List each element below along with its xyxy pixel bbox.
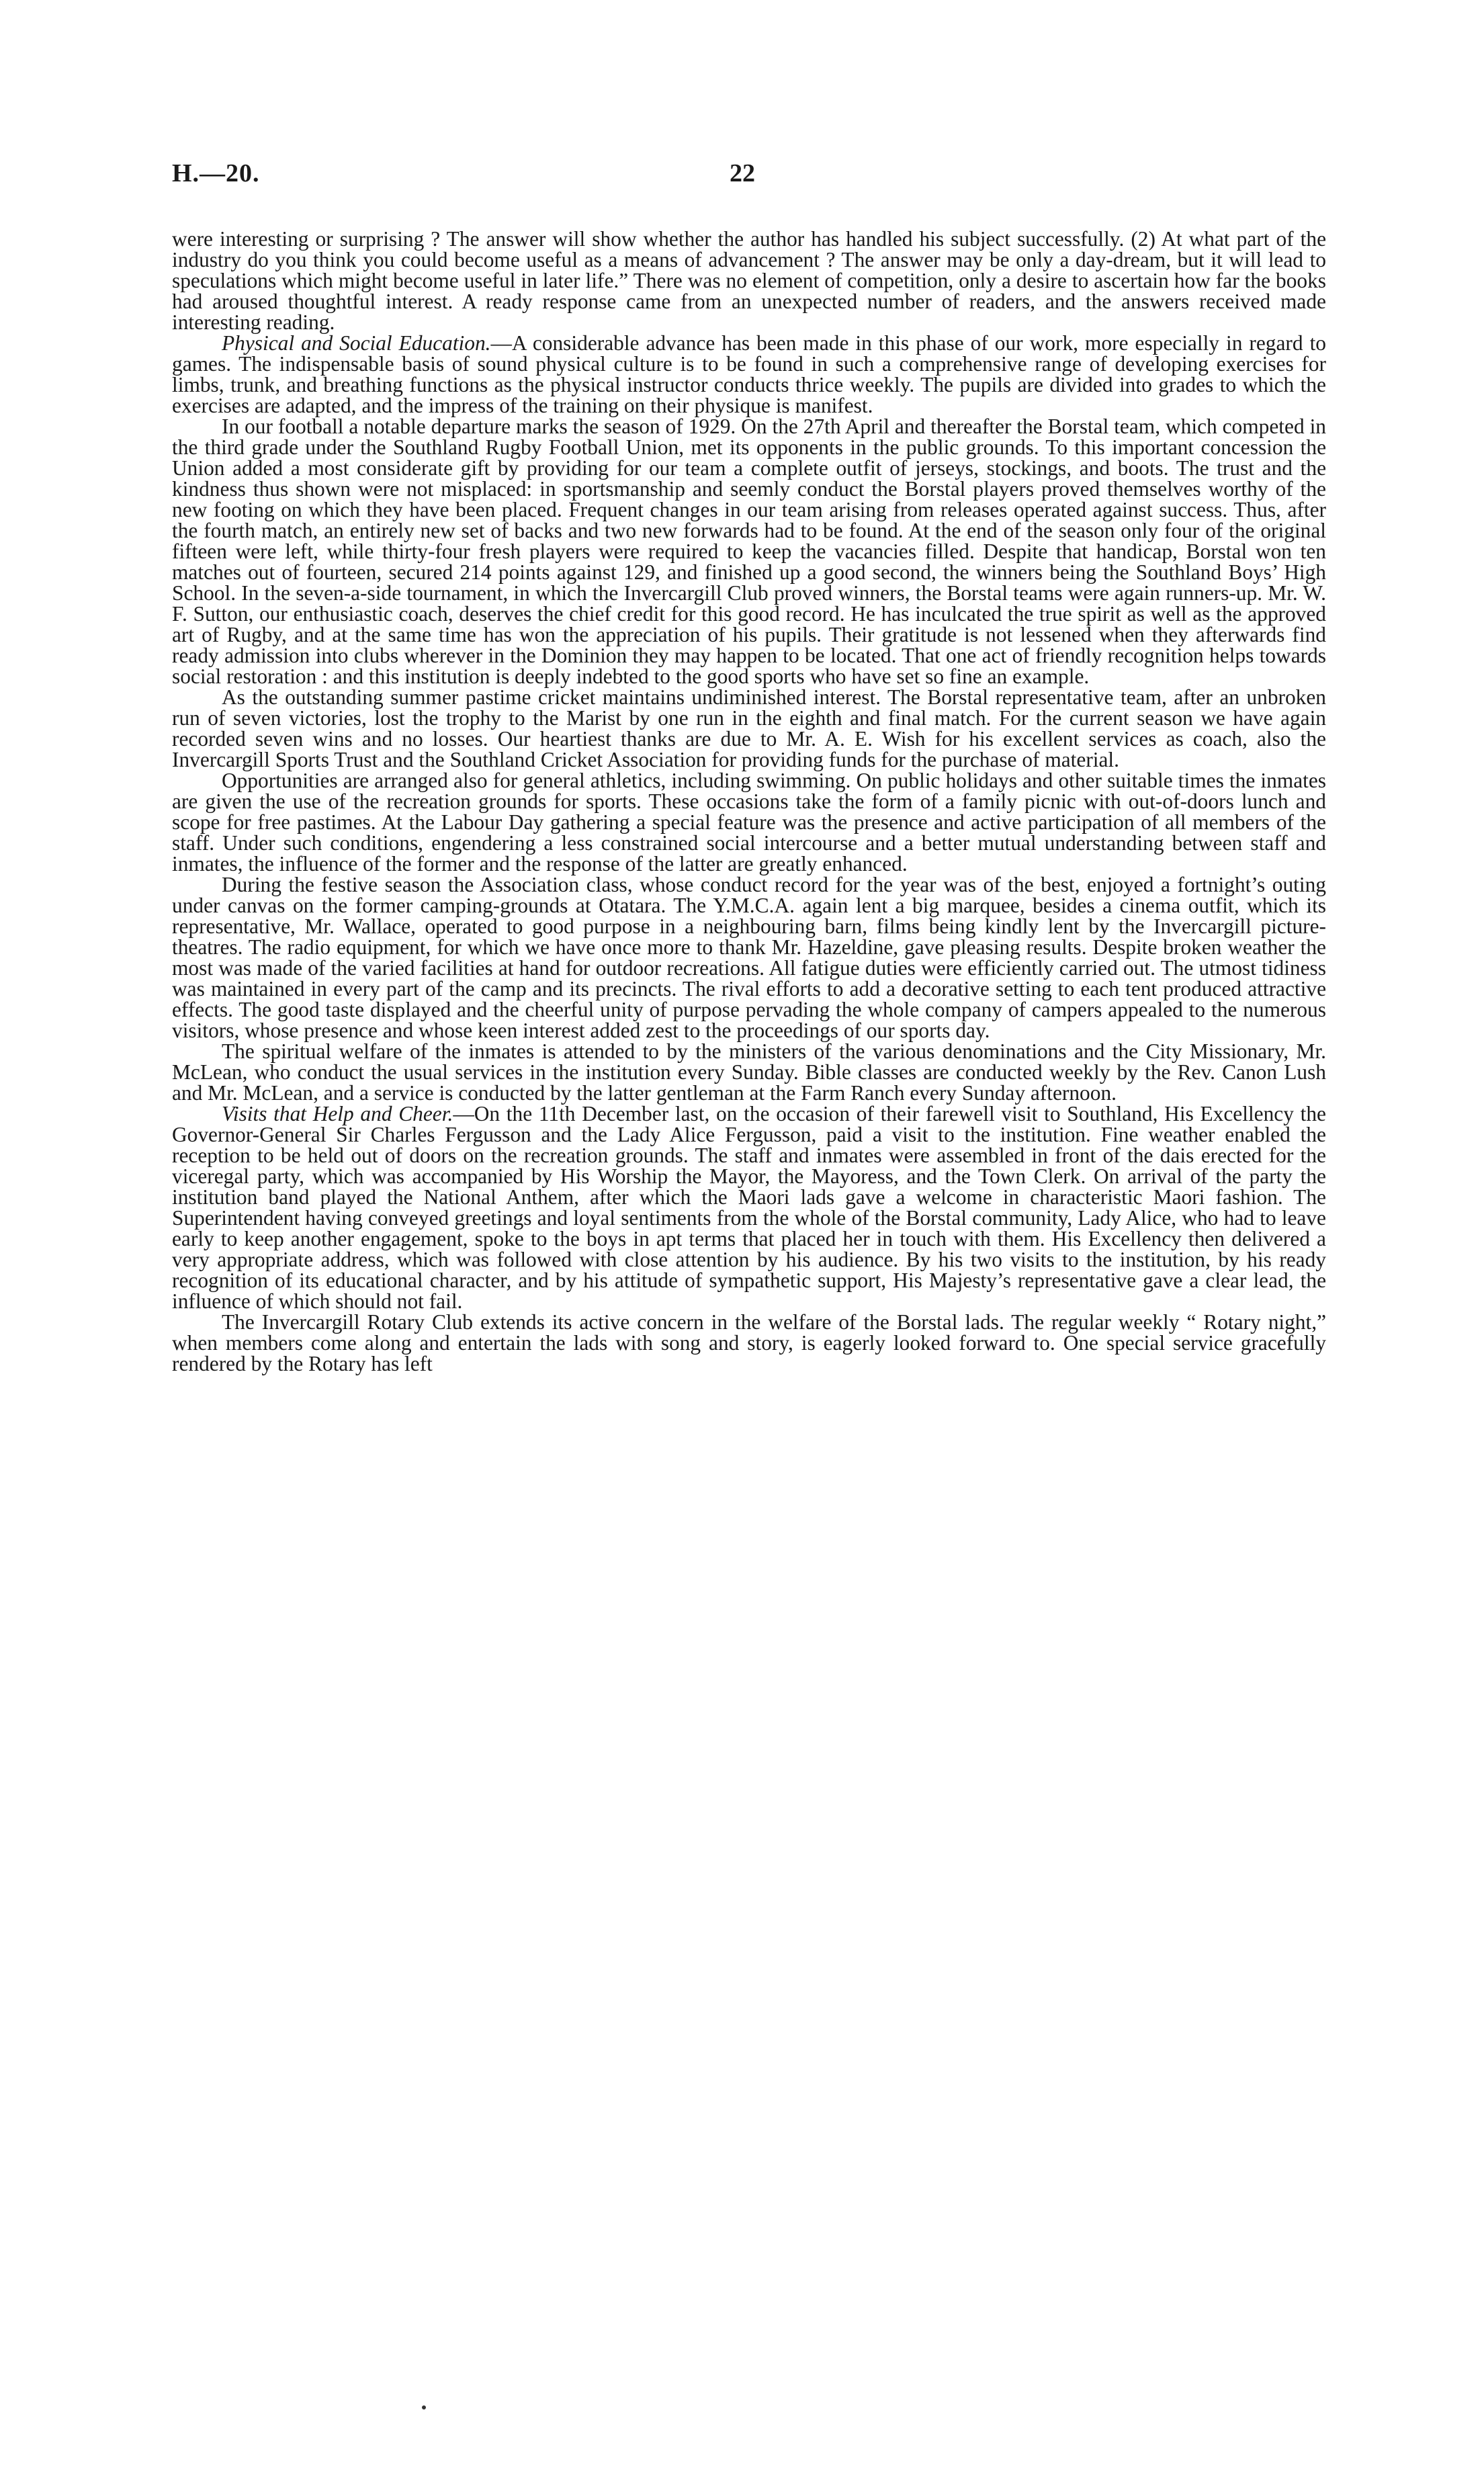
paragraph-text: Opportunities are arranged also for general athletics, including swimming. On public holidays and other suitable times the inmates are given the use of the recreation grounds for sports. These occasions take the form of a family picnic with out-of-doors lunch and scope for free pastimes. At the Labour Day gathering a special feature was the presence and active participation of all members of the staff. Under such conditions, engendering a less constrained social intercourse and a better mutual understanding between staff and inmates, the influence of the former and the response of the latter are greatly enhanced.	[172, 769, 1326, 876]
paragraph-text: The Invercargill Rotary Club extends its active concern in the welfare of the Borstal lads. The regular weekly “ Rotary night,” when members come along and entertain the lads with song and story, is eagerly looked forward to. One special service gracefully rendered by the Rotary has left	[172, 1310, 1326, 1375]
page-number: 22	[730, 159, 755, 187]
paragraph-athletics	[172, 770, 1326, 874]
section-heading-visits: Visits that Help and Cheer.	[222, 1102, 453, 1125]
paragraph-continuation	[172, 228, 1326, 333]
section-heading-physical-social-education: Physical and Social Education.	[222, 331, 491, 355]
paragraph-text: As the outstanding summer pastime cricket maintains undiminished interest. The Borstal representative team, after an unbroken run of seven victories, lost the trophy to the Marist by one run in the eighth and final match. For the current season we have again recorded seven wins and no losses. Our heartiest thanks are due to Mr. A. E. Wish for his excellent services as coach, also the Invercargill Sports Trust and the Southland Cricket Association for providing funds for the purchase of material.	[172, 685, 1326, 771]
paragraph-spiritual-welfare	[172, 1041, 1326, 1103]
paragraph-text: During the festive season the Association class, whose conduct record for the year was of the best, enjoyed a fortnight’s outing under canvas on the former camping-grounds at Otatara. The Y.M.C.A. again lent a big marquee, besides a cinema outfit, which its representative, Mr. Wallace, operated to good purpose in a neighbouring barn, films being kindly lent by the Invercargill picture-theatres. The radio equipment, for which we have once more to thank Mr. Hazeldine, gave pleasing results. Despite broken weather the most was made of the varied facilities at hand for outdoor recreations. All fatigue duties were efficiently carried out. The utmost tidiness was maintained in every part of the camp and its precincts. The rival efforts to add a decorative setting to each tent produced attractive effects. The good taste displayed and the cheerful unity of purpose pervading the whole company of campers appealed to the numerous visitors, whose presence and whose keen interest added zest to the proceedings of our sports day.	[172, 873, 1326, 1042]
footer-dot	[422, 2405, 426, 2409]
paragraph-physical-social-education	[172, 333, 1326, 416]
paragraph-football	[172, 416, 1326, 687]
paragraph-text: In our football a notable departure marks the season of 1929. On the 27th April and thereafter the Borstal team, which competed in the third grade under the Southland Rugby Football Union, met its opponents in the public grounds. To this important concession the Union added a most considerate gift by providing for our team a complete outfit of jerseys, stockings, and boots. The trust and the kindness thus shown were not misplaced: in sportsmanship and seemly conduct the Borstal players proved themselves worthy of the new footing on which they have been placed. Frequent changes in our team arising from releases operated against success. Thus, after the fourth match, an entirely new set of backs and two new forwards had to be found. At the end of the season only four of the original fifteen were left, while thirty-four fresh players were required to keep the vacancies filled. Despite that handicap, Borstal won ten matches out of fourteen, secured 214 points against 129, and finished up a good second, the winners being the Southland Boys’ High School. In the seven-a-side tournament, in which the Invercargill Club proved winners, the Borstal teams were again runners-up. Mr. W. F. Sutton, our enthusiastic coach, deserves the chief credit for this good record. He has inculcated the true spirit as well as the approved art of Rugby, and at the same time has won the appreciation of his pupils. Their gratitude is not lessened when they afterwards find ready admission into clubs wherever in the Dominion they may happen to be located. That one act of friendly recognition helps towards social restoration : and this institution is deeply indebted to the good sports who have set so fine an example.	[172, 415, 1326, 688]
running-header	[172, 159, 1327, 199]
document-reference: H.—20.	[172, 159, 260, 187]
paragraph-text: The spiritual welfare of the inmates is attended to by the ministers of the various denominations and the City Missionary, Mr. McLean, who conduct the usual services in the institution every Sunday. Bible classes are conducted weekly by the Rev. Canon Lush and Mr. McLean, and a service is conducted by the latter gentleman at the Farm Ranch every Sunday afternoon.	[172, 1039, 1326, 1105]
paragraph-cricket	[172, 687, 1326, 770]
paragraph-camp	[172, 874, 1326, 1041]
paragraph-rotary	[172, 1312, 1326, 1374]
body-text	[172, 228, 1326, 1374]
paragraph-visits	[172, 1103, 1326, 1312]
paragraph-text: were interesting or surprising ? The answer will show whether the author has handled his subject successfully. (2) At what part of the industry do you think you could become useful as a means of advancement ? The answer may be only a day-dream, but it will lead to speculations which might become useful in later life.” There was no element of competition, only a desire to ascertain how far the books had aroused thoughtful interest. A ready response came from an unexpected number of readers, and the answers received made interesting reading.	[172, 227, 1326, 334]
paragraph-text: —On the 11th December last, on the occasion of their farewell visit to Southland, His Excellency the Governor-General Sir Charles Fergusson and the Lady Alice Fergusson, paid a visit to the institution. Fine weather enabled the reception to be held out of doors on the recreation grounds. The staff and inmates were assembled in front of the dais erected for the viceregal party, which was accompanied by His Worship the Mayor, the Mayoress, and the Town Clerk. On arrival of the party the institution band played the National Anthem, after which the Maori lads gave a welcome in characteristic Maori fashion. The Superintendent having conveyed greetings and loyal sentiments from the whole of the Borstal community, Lady Alice, who had to leave early to keep another engagement, spoke to the boys in apt terms that placed her in touch with them. His Excellency then delivered a very appropriate address, which was followed with close attention by his audience. By his two visits to the institution, by his ready recognition of its educational character, and by his attitude of sympathetic support, His Majesty’s representative gave a clear lead, the influence of which should not fail.	[172, 1102, 1326, 1313]
paragraph-text: —A considerable advance has been made in this phase of our work, more especially in regard to games. The indispensable basis of sound physical culture is to be found in such a comprehensive range of developing exercises for limbs, trunk, and breathing functions as the physical instructor conducts thrice weekly. The pupils are divided into grades to which the exercises are adapted, and the impress of the training on their physique is manifest.	[172, 331, 1327, 417]
